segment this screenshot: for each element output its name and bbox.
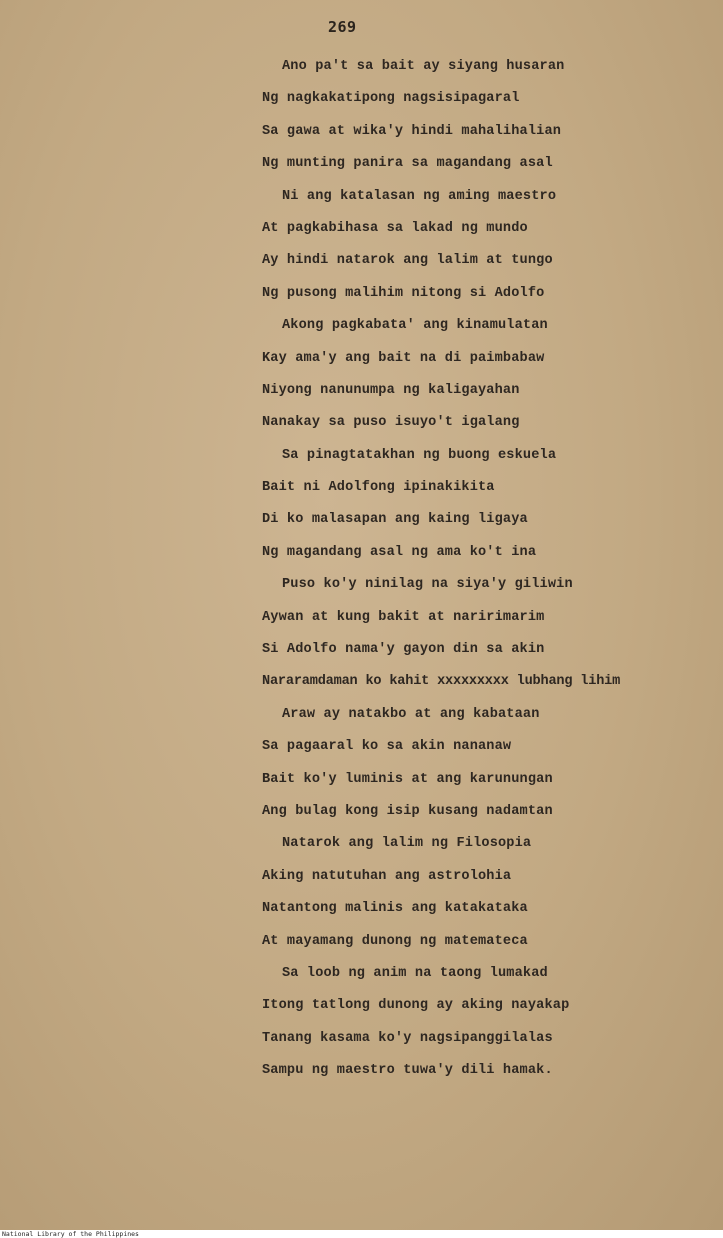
poem-line: Ay hindi natarok ang lalim at tungo — [262, 253, 553, 269]
poem-line: Ang bulag kong isip kusang nadamtan — [262, 803, 553, 819]
poem-line: Nararamdaman ko kahit xxxxxxxxx lubhang lihim — [262, 674, 621, 690]
poem-line: Ni ang katalasan ng aming maestro — [282, 188, 557, 204]
poem-line: Puso ko'y ninilag na siya'y giliwin — [282, 577, 573, 593]
poem-line: Sampu ng maestro tuwa'y dili hamak. — [262, 1063, 553, 1079]
stanza — [0, 310, 723, 440]
poem-line: Ng munting panira sa magandang asal — [262, 156, 553, 172]
stanza — [0, 828, 723, 958]
poem-line: Itong tatlong dunong ay aking nayakap — [262, 998, 570, 1014]
poem-line: At mayamang dunong ng matemateca — [262, 933, 528, 949]
poem-body — [0, 51, 723, 1088]
poem-line: Ng pusong malihim nitong si Adolfo — [262, 285, 545, 301]
footer-credit: National Library of the Philippines — [2, 1230, 139, 1238]
stanza — [0, 181, 723, 311]
poem-line: Niyong nanunumpa ng kaligayahan — [262, 382, 520, 398]
poem-line: Si Adolfo nama'y gayon din sa akin — [262, 642, 545, 658]
poem-line: Ano pa't sa bait ay siyang husaran — [282, 59, 565, 74]
poem-line: Di ko malasapan ang kaing ligaya — [262, 512, 528, 528]
poem-line: Tanang kasama ko'y nagsipanggilalas — [262, 1030, 553, 1046]
poem-line: Kay ama'y ang bait na di paimbabaw — [262, 350, 545, 366]
stanza — [0, 440, 723, 570]
stanza — [0, 569, 723, 699]
poem-line: Araw ay natakbo at ang kabataan — [282, 706, 540, 722]
poem-line: At pagkabihasa sa lakad ng mundo — [262, 220, 528, 236]
poem-line: Sa gawa at wika'y hindi mahalihalian — [262, 123, 562, 139]
stanza — [0, 958, 723, 1088]
poem-line: Aywan at kung bakit at naririmarim — [262, 609, 545, 625]
poem-line: Natarok ang lalim ng Filosopia — [282, 836, 532, 852]
page-number: 269 — [328, 18, 357, 36]
poem-line: Ng magandang asal ng ama ko't ina — [262, 544, 537, 560]
poem-line: Natantong malinis ang katakataka — [262, 901, 528, 917]
poem-line: Ng nagkakatipong nagsisipagaral — [262, 91, 520, 107]
poem-line: Aking natutuhan ang astrolohia — [262, 868, 512, 884]
stanza — [0, 51, 723, 181]
poem-line: Nanakay sa puso isuyo't igalang — [262, 415, 520, 431]
stanza — [0, 699, 723, 829]
poem-line: Sa loob ng anim na taong lumakad — [282, 965, 548, 981]
poem-line: Bait ni Adolfong ipinakikita — [262, 480, 495, 496]
poem-line: Akong pagkabata' ang kinamulatan — [282, 318, 548, 334]
poem-line: Bait ko'y luminis at ang karunungan — [262, 771, 553, 787]
poem-line: Sa pinagtatakhan ng buong eskuela — [282, 447, 557, 463]
poem-line: Sa pagaaral ko sa akin nananaw — [262, 739, 512, 755]
